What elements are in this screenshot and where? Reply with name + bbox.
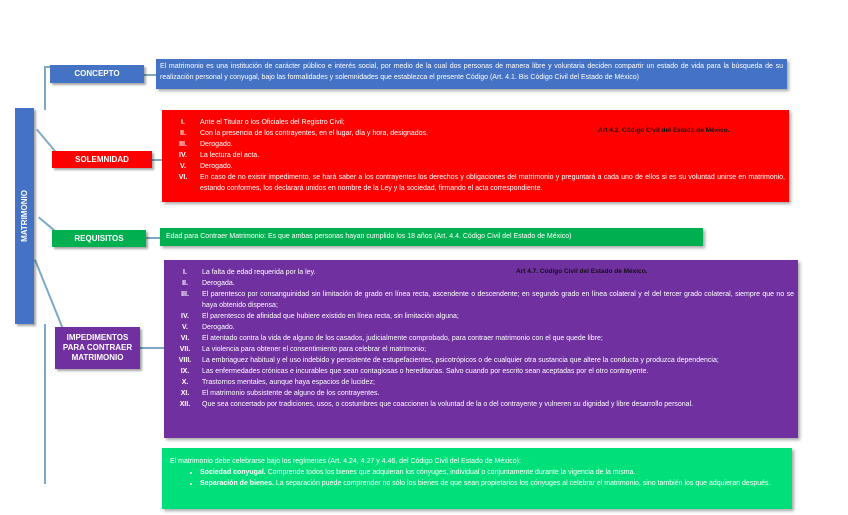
root-node — [15, 108, 34, 324]
impedimento-item-number: VI. — [180, 335, 190, 342]
regimen-term: Sociedad conyugal. — [200, 469, 266, 476]
impedimento-item-number: XI. — [180, 390, 190, 397]
impedimento-item-text: Trastornos mentales, aunque haya espacios de lucidez; — [202, 379, 375, 386]
impedimento-item — [168, 344, 794, 355]
solemnidad-node — [52, 151, 152, 168]
link-impedimentos — [140, 347, 164, 349]
root-label: MATRIMONIO — [19, 190, 29, 242]
concepto-text: El matrimonio es una institución de carácter público e interés social, por medio de la cual dos personas de manera libre y voluntaria deciden compartir un estado de vida para la búsqueda de su realización personal y conyugal, bajo las formalidades y solemnidades que establezca el presente Código (Art. 4.1. Bis Código Civil del Estado de México) — [160, 63, 783, 81]
solemnidad-box — [162, 110, 789, 202]
solemnidad-item-text: En caso de no existir impedimento, se hará saber a los contrayentes los derechos y obligaciones del matrimonio y preguntará a cada uno de ellos si es su voluntad unirse en matrimonio, estando conformes, los declarará unidos en nombre de la Ley y la sociedad, firmando el acta correspondiente. — [200, 174, 785, 192]
impedimento-item-text: La falta de edad requerida por la ley. — [202, 269, 316, 276]
solemnidad-item-number: V. — [180, 163, 186, 170]
solemnidad-label: SOLEMNIDAD — [75, 154, 129, 164]
impedimento-item-text: Que sea concertado por tradiciones, usos, o costumbres que coaccionen la voluntad de la o del contrayente y vulneren su dignidad y libre desarrollo personal. — [202, 401, 694, 408]
requisitos-label: REQUISITOS — [74, 233, 124, 243]
impedimento-item — [168, 377, 794, 388]
solemnidad-item-text: Con la presencia de los contrayentes, en el lugar, día y hora, designados. — [200, 130, 429, 137]
impedimento-item-number: II. — [182, 280, 188, 287]
solemnidad-item-text: La lectura del acta. — [200, 152, 260, 159]
impedimento-item — [168, 322, 794, 333]
regimenes-box — [162, 448, 792, 509]
impedimento-item-text: Derogado. — [202, 324, 235, 331]
impedimento-item-text: Derogada. — [202, 280, 235, 287]
solemnidad-item — [166, 161, 785, 172]
impedimento-item — [168, 333, 794, 344]
impedimento-item-number: I. — [183, 269, 187, 276]
regimen-item — [200, 467, 784, 478]
impedimento-item-number: V. — [182, 324, 188, 331]
impedimento-item — [168, 355, 794, 366]
impedimento-item-text: La violencia para obtener el consentimiento para celebrar el matrimonio; — [202, 346, 427, 353]
regimenes-intro: El matrimonio debe celebrarse bajo los regímenes (Art. 4.24, 4.27 y 4.46, del Código Civil del Estado de México): — [170, 458, 521, 465]
branch-to-solemnidad — [36, 129, 57, 153]
impedimentos-label: IMPEDIMENTOS PARA CONTRAER MATRIMONIO — [62, 333, 133, 362]
solemnidad-item-number: VI. — [178, 174, 188, 181]
impedimento-item — [168, 267, 794, 278]
impedimento-item-number: III. — [181, 291, 189, 298]
link-solemnidad — [152, 159, 162, 161]
solemnidad-reference: Art 4.2. Código Civil del Estado de México. — [598, 127, 730, 134]
impedimentos-box — [164, 260, 798, 438]
solemnidad-item-number: III. — [179, 141, 187, 148]
regimenes-list — [170, 467, 784, 489]
link-concepto — [144, 74, 156, 76]
impedimento-item-text: El atentado contra la vida de alguno de los casados, judicialmente comprobado, para contraer matrimonio con el que quede libre; — [202, 335, 603, 342]
impedimento-item-number: IX. — [180, 368, 190, 375]
solemnidad-item-text: Derogado. — [200, 141, 233, 148]
impedimento-item-number: VII. — [179, 346, 191, 353]
requisitos-box — [160, 228, 703, 246]
regimen-text: Comprende todos los bienes que adquieran los cónyuges, individual o conjuntamente durante la vigencia de la misma. — [265, 469, 636, 476]
concepto-box — [156, 59, 787, 89]
requisitos-node — [52, 230, 146, 247]
solemnidad-item — [166, 172, 785, 194]
solemnidad-item-text: Ante el Titular o los Oficiales del Registro Civil; — [200, 119, 345, 126]
solemnidad-item-text: Derogado. — [200, 163, 233, 170]
root-connector-top — [44, 66, 46, 110]
impedimento-item-number: IV. — [181, 313, 189, 320]
impedimento-item — [168, 399, 794, 410]
impedimento-item — [168, 366, 794, 377]
root-connector-bottom — [44, 324, 46, 484]
impedimentos-list — [168, 267, 794, 410]
solemnidad-item-number: II. — [180, 130, 186, 137]
impedimento-item-text: El matrimonio subsistente de alguno de los contrayentes. — [202, 390, 380, 397]
impedimento-item — [168, 311, 794, 322]
impedimento-item-number: VIII. — [178, 357, 192, 364]
solemnidad-item — [166, 139, 785, 150]
regimen-text: La separación puede comprender no sólo los bienes de que sean propietarios los cónyuges al celebrar el matrimonio, sino también los que adquieran después. — [273, 480, 771, 487]
concepto-node — [50, 65, 144, 83]
regimen-item — [200, 478, 784, 489]
concepto-label: CONCEPTO — [74, 69, 120, 78]
solemnidad-item — [166, 150, 785, 161]
impedimento-item-text: La embriaguez habitual y el uso indebido y persistente de estupefacientes, psicotrópicos o de cualquier otra sustancia que altere la conducta y produzca dependencia; — [202, 357, 719, 364]
impedimento-item-text: Las enfermedades crónicas e incurables que sean contagiosas o hereditarias. Salvo cuando por escrito sean aceptadas por el otro contrayente. — [202, 368, 649, 375]
impedimento-item — [168, 278, 794, 289]
impedimento-item-number: X. — [181, 379, 189, 386]
regimen-term: Separación de bienes. — [200, 480, 274, 487]
impedimento-item-text: El parentesco de afinidad que hubiere existido en línea recta, sin limitación alguna; — [202, 313, 459, 320]
impedimento-item-number: XII. — [179, 401, 191, 408]
impedimento-item-text: El parentesco por consanguinidad sin limitación de grado en línea recta, ascendente o descendente; en segundo grado en línea colateral y el del tercer grado colateral, siempre que no se haya obtenido dispensa; — [202, 291, 794, 309]
impedimentos-reference: Art 4.7. Código Civil del Estado de México. — [516, 268, 648, 275]
solemnidad-item-number: IV. — [179, 152, 187, 159]
requisitos-text: Edad para Contraer Matrimonio: Es que ambas personas hayan cumplido los 18 años (Art. 4.4. Código Civil del Estado de México) — [166, 233, 572, 240]
impedimentos-node — [55, 327, 140, 369]
link-requisitos — [146, 237, 160, 239]
impedimento-item — [168, 388, 794, 399]
solemnidad-item-number: I. — [181, 119, 185, 126]
impedimento-item — [168, 289, 794, 311]
